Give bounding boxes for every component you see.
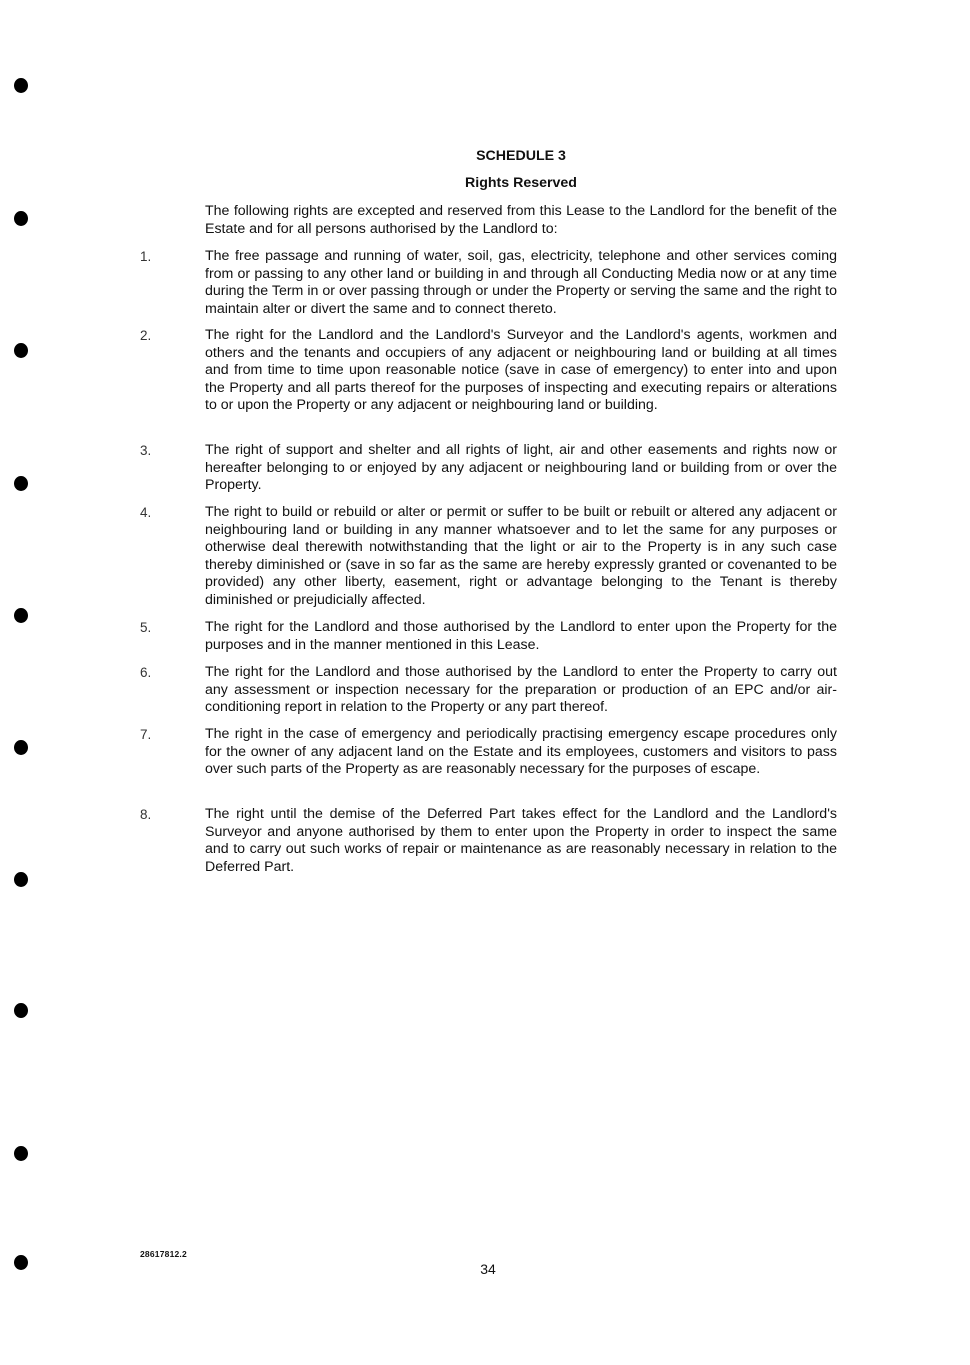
clause-number: 4.: [140, 505, 152, 520]
clause-number: 5.: [140, 620, 152, 635]
clause-text: The right of support and shelter and all rights of light, air and other easements and rights now or hereafter belonging to or enjoyed by any adjacent or neighbouring land or building from or over the Property.: [205, 442, 837, 494]
punch-hole-mark: [14, 343, 28, 358]
schedule-title: SCHEDULE 3: [476, 148, 566, 164]
clause-text: The right for the Landlord and those authorised by the Landlord to enter the Property to carry out any assessment or inspection necessary for the preparation or production of an EPC and/or air-conditioning report in relation to the Property or any part thereof.: [205, 664, 837, 716]
punch-hole-mark: [14, 872, 28, 887]
punch-hole-mark: [14, 78, 28, 93]
clause-number: 3.: [140, 443, 152, 458]
section-title: Rights Reserved: [465, 175, 577, 191]
clause-text: The right until the demise of the Deferred Part takes effect for the Landlord and the Landlord's Surveyor and anyone authorised by them to enter upon the Property in order to inspect the same and to carry out such works of repair or maintenance as are reasonably necessary in relation to the Deferred Part.: [205, 806, 837, 875]
page-number: 34: [480, 1261, 496, 1277]
punch-hole-mark: [14, 1003, 28, 1018]
clause-text: The free passage and running of water, soil, gas, electricity, telephone and other services coming from or passing to any other land or building in and through all Conducting Media now or at any time during the Term in or over passing through or under the Property or serving the same and the right to maintain alter or divert the same and to connect thereto.: [205, 248, 837, 317]
clause-text: The right for the Landlord and those authorised by the Landlord to enter upon the Property for the purposes and in the manner mentioned in this Lease.: [205, 619, 837, 653]
clause-number: 2.: [140, 328, 152, 343]
clause-text: The right in the case of emergency and periodically practising emergency escape procedures only for the owner of any adjacent land on the Estate and its employees, customers and visitors to pass over such parts of the Property as are reasonably necessary for the purposes of escape.: [205, 726, 837, 778]
clause-number: 7.: [140, 727, 152, 742]
punch-hole-mark: [14, 1146, 28, 1161]
punch-hole-mark: [14, 608, 28, 623]
punch-hole-mark: [14, 211, 28, 226]
intro-paragraph: The following rights are excepted and reserved from this Lease to the Landlord for the benefit of the Estate and for all persons authorised by the Landlord to:: [205, 203, 837, 237]
clause-number: 8.: [140, 807, 152, 822]
punch-hole-mark: [14, 476, 28, 491]
clause-text: The right to build or rebuild or alter or permit or suffer to be built or rebuilt or altered any adjacent or neighbouring land or building in any manner whatsoever and to let the same for any purposes or otherwise deal therewith notwithstanding that the light or air to the Property is in any such case thereby diminished or (save in so far as the same are hereby expressly granted or covenanted to be provided) any other liberty, easement, right or advantage belonging to the Tenant is thereby diminished or prejudicially affected.: [205, 504, 837, 608]
document-reference: 28617812.2: [140, 1249, 187, 1259]
punch-hole-mark: [14, 1255, 28, 1270]
punch-hole-mark: [14, 740, 28, 755]
clause-text: The right for the Landlord and the Landlord's Surveyor and the Landlord's agents, workmen and others and the tenants and occupiers of any adjacent or neighbouring land or building at all times and from time to time upon reasonable notice (save in case of emergency) to enter into and upon the Property and all parts thereof for the purposes of inspecting and executing repairs or alterations to or upon the Property or any adjacent or neighbouring land or building.: [205, 327, 837, 414]
clause-number: 1.: [140, 249, 152, 264]
clause-number: 6.: [140, 665, 152, 680]
